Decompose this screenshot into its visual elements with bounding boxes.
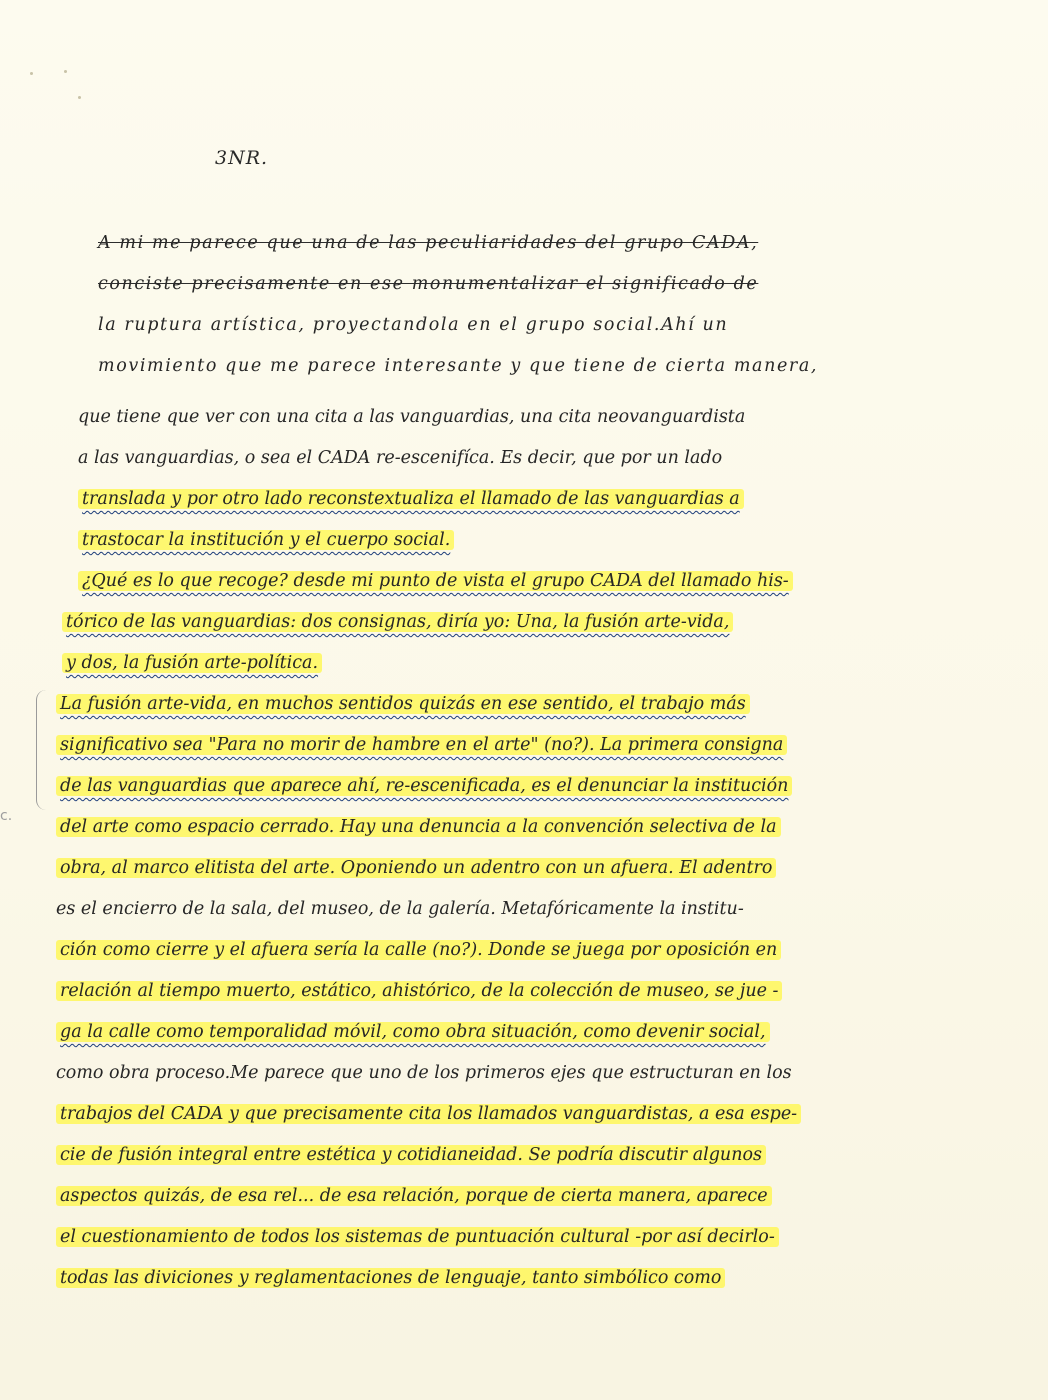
text-line: como obra proceso.Me parece que uno de los primeros ejes que estructuran en los (56, 1063, 792, 1083)
text-line: que tiene que ver con una cita a las vanguardias, una cita neovanguardista (78, 407, 746, 427)
highlighted-text: La fusión arte-vida, en muchos sentidos quizás en ese sentido, el trabajo más (56, 694, 750, 714)
text-line (62, 646, 322, 680)
highlighted-text: ¿Qué es lo que recoge? desde mi punto de vista el grupo CADA del llamado his- (78, 571, 793, 591)
highlighted-text: obra, al marco elitista del arte. Oponiendo un adentro con un afuera. El adentro (56, 858, 776, 878)
text-line (56, 974, 782, 1008)
highlighted-text: relación al tiempo muerto, estático, ahistórico, de la colección de museo, se jue - (56, 981, 782, 1001)
text-line (78, 482, 744, 516)
text-line (56, 1097, 801, 1131)
highlighted-text: tórico de las vanguardias: dos consignas, diría yo: Una, la fusión arte-vida, (62, 612, 733, 632)
text-line: conciste precisamente en ese monumentalizar el significado de (98, 274, 759, 294)
text-line (56, 1261, 725, 1295)
paper-speck (78, 96, 81, 99)
text-line: la ruptura artística, proyectandola en el grupo social.Ahí un (98, 315, 729, 335)
highlighted-text: y dos, la fusión arte-política. (62, 653, 322, 673)
text-line (56, 1179, 772, 1213)
text-line: movimiento que me parece interesante y que tiene de cierta manera, (98, 356, 819, 376)
text-line (56, 728, 787, 762)
text-line (56, 769, 792, 803)
page-heading: 3NR. (215, 147, 269, 169)
paper-speck (64, 70, 67, 73)
text-line (56, 851, 776, 885)
text-line (78, 564, 793, 598)
highlighted-text: trastocar la institución y el cuerpo social. (78, 530, 454, 550)
text-line (56, 933, 781, 967)
highlighted-text: ción como cierre y el afuera sería la calle (no?). Donde se juega por oposición en (56, 940, 781, 960)
text-line (56, 810, 781, 844)
highlighted-text: trabajos del CADA y que precisamente cita los llamados vanguardistas, a esa espe- (56, 1104, 801, 1124)
highlighted-text: aspectos quizás, de esa rel... de esa relación, porque de cierta manera, aparece (56, 1186, 772, 1206)
highlighted-text: todas las diviciones y reglamentaciones de lenguaje, tanto simbólico como (56, 1268, 725, 1288)
highlighted-text: de las vanguardias que aparece ahí, re-escenificada, es el denunciar la institución (56, 776, 792, 796)
text-line (56, 687, 750, 721)
text-line (56, 1138, 766, 1172)
highlighted-text: cie de fusión integral entre estética y cotidianeidad. Se podría discutir algunos (56, 1145, 766, 1165)
text-line (62, 605, 733, 639)
text-line (56, 1220, 779, 1254)
margin-bracket (36, 690, 51, 810)
highlighted-text: translada y por otro lado reconstextualiza el llamado de las vanguardias a (78, 489, 744, 509)
text-line (56, 1015, 770, 1049)
text-line (78, 523, 454, 557)
text-line: A mi me parece que una de las peculiaridades del grupo CADA, (98, 233, 759, 253)
highlighted-text: ga la calle como temporalidad móvil, como obra situación, como devenir social, (56, 1022, 770, 1042)
margin-note: c. (0, 808, 13, 824)
text-line: es el encierro de la sala, del museo, de la galería. Metafóricamente la institu- (56, 899, 744, 919)
text-line: a las vanguardias, o sea el CADA re-escenifíca. Es decir, que por un lado (78, 448, 723, 468)
highlighted-text: significativo sea "Para no morir de hambre en el arte" (no?). La primera consigna (56, 735, 787, 755)
paper-speck (30, 72, 33, 75)
highlighted-text: del arte como espacio cerrado. Hay una denuncia a la convención selectiva de la (56, 817, 781, 837)
highlighted-text: el cuestionamiento de todos los sistemas de puntuación cultural -por así decirlo- (56, 1227, 779, 1247)
